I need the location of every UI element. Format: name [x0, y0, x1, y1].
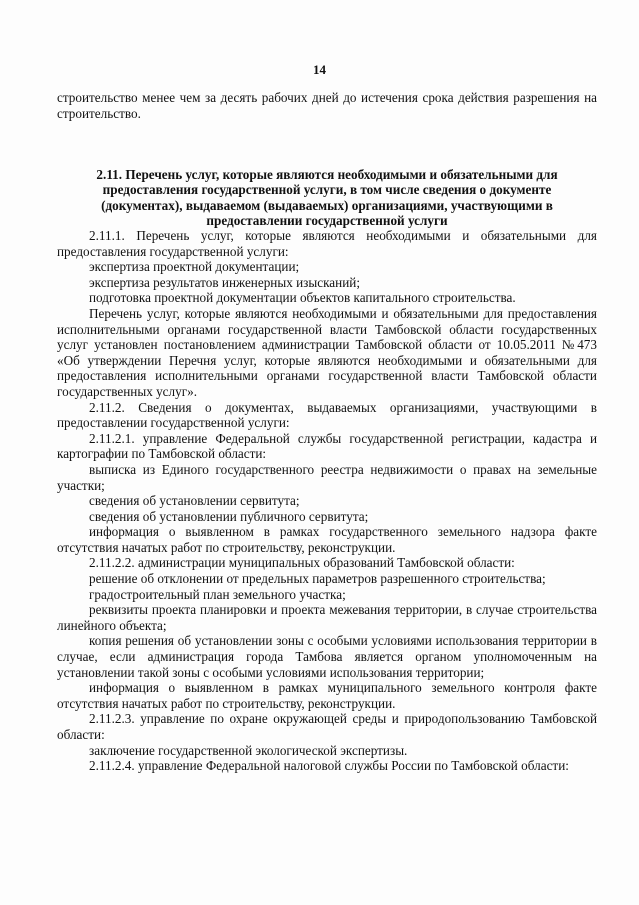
list-item: решение об отклонении от предельных параметров разрешенного строительства;	[89, 571, 546, 587]
list-item: сведения об установлении публичного сервитута;	[89, 508, 369, 524]
paragraph: 2.11.2. Сведения о документах, выдаваемых организациями, участвующими в предоставлении государственной услуги:	[57, 399, 597, 431]
list-item: экспертиза проектной документации;	[89, 259, 300, 275]
list-item: заключение государственной экологической экспертизы.	[89, 742, 408, 758]
paragraph: строительство менее чем за десять рабочих дней до истечения срока действия разрешения на строительство.	[57, 90, 597, 121]
list-item: информация о выявленном в рамках муниципального земельного контроля факте отсутствия начатых работ по строительству, реконструкции.	[57, 680, 597, 711]
paragraph: 2.11.1. Перечень услуг, которые являются необходимыми и обязательными для предоставления государственной услуги:	[57, 228, 597, 259]
paragraph: 2.11.2.2. администрации муниципальных образований Тамбовской области:	[89, 555, 515, 571]
paragraph: 2.11.2.1. управление Федеральной службы государственной регистрации, кадастра и картографии по Тамбовской области:	[57, 430, 597, 462]
paragraph: 2.11.2.3. управление по охране окружающей среды и природопользованию Тамбовской области:	[57, 711, 597, 742]
list-item: выписка из Единого государственного реестра недвижимости о правах на земельные участки;	[57, 461, 597, 493]
list-item: экспертиза результатов инженерных изысканий;	[89, 274, 360, 290]
list-item: сведения об установлении сервитута;	[89, 493, 300, 509]
document-body	[57, 90, 597, 774]
list-item: подготовка проектной документации объектов капитального строительства.	[89, 290, 516, 306]
page-number: 14	[313, 62, 326, 77]
list-item: реквизиты проекта планировки и проекта межевания территории, в случае строительства линейного объекта;	[57, 602, 597, 633]
list-item: копия решения об установлении зоны с особыми условиями использования территории в случае, если администрация города Тамбова является органом уполномоченным на установлении такой зоны с особыми условиями использования территории;	[57, 633, 597, 680]
section-heading: 2.11. Перечень услуг, которые являются необходимыми и обязательными для предоставления государственной услуги, в том числе сведения о документе (документах), выдаваемом (выдаваемых) организациями, участвующими в предоставлении государственной услуги	[96, 167, 558, 228]
paragraph: Перечень услуг, которые являются необходимыми и обязательными для предоставления исполнительными органами государственной власти Тамбовской области государственных услуг установлен постановлением администрации Тамбовской области от 10.05.2011 №473 «Об утверждении Перечня услуг, которые являются необходимыми и обязательными для предоставления исполнительными органами государственной власти Тамбовской области государственных услуг».	[57, 305, 597, 399]
list-item: информация о выявленном в рамках государственного земельного надзора факте отсутствия начатых работ по строительству, реконструкции.	[57, 524, 597, 555]
paragraph: 2.11.2.4. управление Федеральной налоговой службы России по Тамбовской области:	[89, 758, 569, 774]
list-item: градостроительный план земельного участка;	[89, 586, 346, 602]
